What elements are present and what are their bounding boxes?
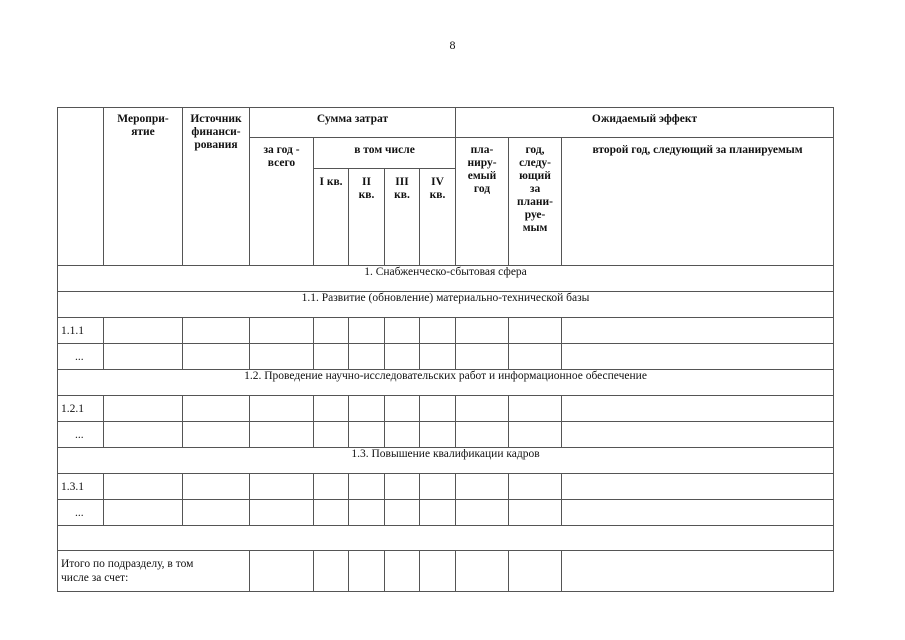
header-second-year: второй год, следующий за планируемым <box>562 138 834 266</box>
row-number: 1.3.1 <box>58 474 104 500</box>
header-costs: Сумма затрат <box>250 108 456 138</box>
table-row <box>58 318 834 344</box>
total-label: Итого по подразделу, в том числе за счет: <box>58 551 250 592</box>
header-q4: IV кв. <box>420 169 456 266</box>
subsection-row <box>58 448 834 474</box>
section-title: 1. Снабженческо-сбытовая сфера <box>58 266 834 292</box>
subsection-title: 1.2. Проведение научно-исследовательских работ и информационное обеспечение <box>58 370 834 396</box>
row-ellipsis: ... <box>58 500 104 526</box>
header-per-year: за год - всего <box>250 138 314 266</box>
header-event: Меропри- ятие <box>104 108 183 266</box>
blank-row <box>58 526 834 551</box>
subsection-title: 1.3. Повышение квалификации кадров <box>58 448 834 474</box>
section-row <box>58 266 834 292</box>
header-q2: II кв. <box>349 169 385 266</box>
header-effect: Ожидаемый эффект <box>456 108 834 138</box>
total-row <box>58 551 834 592</box>
row-ellipsis: ... <box>58 422 104 448</box>
table-row <box>58 474 834 500</box>
table-row <box>58 396 834 422</box>
header-q1: I кв. <box>314 169 349 266</box>
plan-table <box>57 107 834 592</box>
subsection-row <box>58 370 834 396</box>
header-number-cell <box>58 108 104 266</box>
header-next-year: год, следу- ющий за плани- руе- мым <box>509 138 562 266</box>
header-planned-year: пла- ниру- емый год <box>456 138 509 266</box>
header-row-1 <box>58 108 834 138</box>
page-number: 8 <box>449 38 456 52</box>
header-source: Источник финанси- рования <box>183 108 250 266</box>
table-row <box>58 344 834 370</box>
row-ellipsis: ... <box>58 344 104 370</box>
subsection-row <box>58 292 834 318</box>
row-number: 1.1.1 <box>58 318 104 344</box>
header-including: в том числе <box>314 138 456 169</box>
subsection-title: 1.1. Развитие (обновление) материально-технической базы <box>58 292 834 318</box>
table-row <box>58 500 834 526</box>
table-row <box>58 422 834 448</box>
header-q3: III кв. <box>385 169 420 266</box>
row-number: 1.2.1 <box>58 396 104 422</box>
